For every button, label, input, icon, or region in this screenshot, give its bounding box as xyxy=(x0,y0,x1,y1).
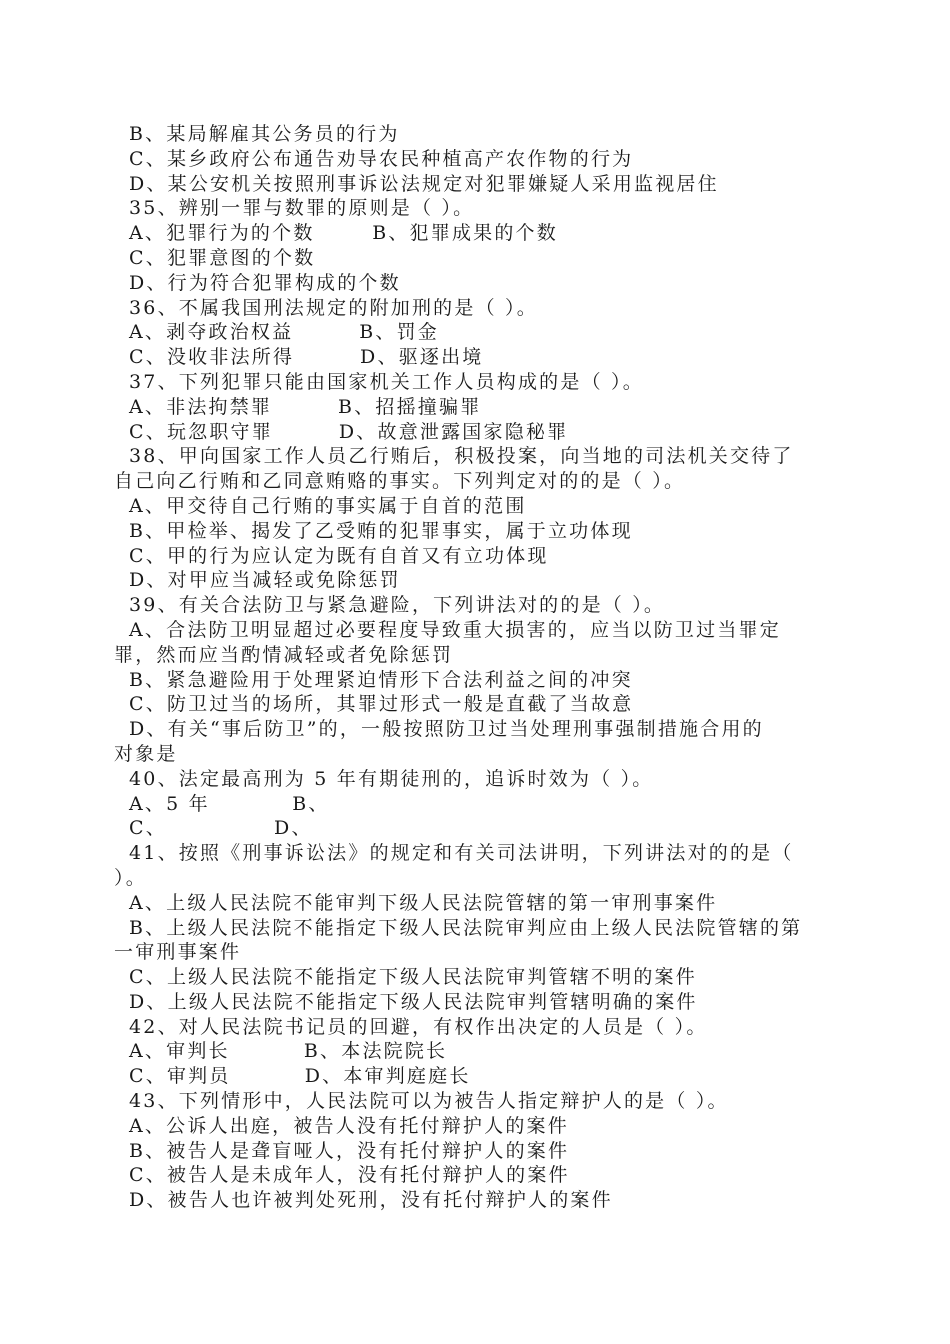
text-line: 36、不属我国刑法规定的附加刑的是（ ）。 xyxy=(129,296,538,319)
text-line: B、上级人民法院不能指定下级人民法院审判应由上级人民法院管辖的第 xyxy=(129,916,803,939)
text-line: D、对甲应当减轻或免除惩罚 xyxy=(129,569,401,592)
text-line: A、甲交待自己行贿的事实属于自首的范围 xyxy=(129,494,527,517)
text-line: 一审刑事案件 xyxy=(114,941,242,964)
text-line: 自己向乙行贿和乙同意贿赂的事实。下列判定对的的是（ ）。 xyxy=(114,470,686,493)
text-line: A、非法拘禁罪 B、招摇撞骗罪 xyxy=(129,395,482,418)
text-line: 40、法定最高刑为 5 年有期徒刑的，追诉时效为（ ）。 xyxy=(129,767,654,790)
text-line: B、被告人是聋盲哑人，没有托付辩护人的案件 xyxy=(129,1139,570,1162)
text-line: A、犯罪行为的个数 B、犯罪成果的个数 xyxy=(129,222,558,245)
text-line: ）。 xyxy=(114,866,147,889)
text-line: C、被告人是未成年人，没有托付辩护人的案件 xyxy=(129,1164,570,1187)
text-line: D、有关“事后防卫”的，一般按照防卫过当处理刑事强制措施合用的 xyxy=(129,718,764,741)
text-line: 35、辨别一罪与数罪的原则是（ ）。 xyxy=(129,197,475,220)
text-line: 对象是 xyxy=(114,742,178,765)
text-line: C、防卫过当的场所，其罪过形式一般是直截了当故意 xyxy=(129,693,634,716)
text-line: C、某乡政府公布通告劝导农民种植高产农作物的行为 xyxy=(129,147,634,170)
text-line: A、5 年 B、 xyxy=(129,792,330,815)
text-line: 37、下列犯罪只能由国家机关工作人员构成的是（ ）。 xyxy=(129,370,644,393)
text-line: C、甲的行为应认定为既有自首又有立功体现 xyxy=(129,544,549,567)
text-line: A、公诉人出庭，被告人没有托付辩护人的案件 xyxy=(129,1114,569,1137)
text-line: B、甲检举、揭发了乙受贿的犯罪事实，属于立功体现 xyxy=(129,519,633,542)
text-line: A、上级人民法院不能审判下级人民法院管辖的第一审刑事案件 xyxy=(129,891,718,914)
text-line: 38、甲向国家工作人员乙行贿后，积极投案，向当地的司法机关交待了 xyxy=(129,445,794,468)
document-page xyxy=(114,122,844,1213)
text-line: D、被告人也许被判处死刑，没有托付辩护人的案件 xyxy=(129,1189,613,1212)
text-line: C、玩忽职守罪 D、故意泄露国家隐秘罪 xyxy=(129,420,569,443)
text-line: A、剥夺政治权益 B、罚金 xyxy=(129,321,440,344)
text-line: A、合法防卫明显超过必要程度导致重大损害的，应当以防卫过当罪定 xyxy=(129,618,781,641)
text-line: C、没收非法所得 D、驱逐出境 xyxy=(129,346,484,369)
text-line: C、上级人民法院不能指定下级人民法院审判管辖不明的案件 xyxy=(129,966,697,989)
text-line: 43、下列情形中，人民法院可以为被告人指定辩护人的是（ ）。 xyxy=(129,1090,729,1113)
text-line: 39、有关合法防卫与紧急避险，下列讲法对的的是（ ）。 xyxy=(129,594,666,617)
text-line: D、某公安机关按照刑事诉讼法规定对犯罪嫌疑人采用监视居住 xyxy=(129,172,719,195)
text-line: C、犯罪意图的个数 xyxy=(129,246,316,269)
text-line: 42、对人民法院书记员的回避，有权作出决定的人员是（ ）。 xyxy=(129,1015,708,1038)
text-line: B、某局解雇其公务员的行为 xyxy=(129,123,400,145)
text-line: C、 D、 xyxy=(129,817,313,840)
text-line: C、审判员 D、本审判庭庭长 xyxy=(129,1065,471,1088)
text-line: 41、按照《刑事诉讼法》的规定和有关司法讲明，下列讲法对的的是（ xyxy=(129,842,794,865)
text-line: B、紧急避险用于处理紧迫情形下合法利益之间的冲突 xyxy=(129,668,633,691)
text-line: D、上级人民法院不能指定下级人民法院审判管辖明确的案件 xyxy=(129,990,698,1013)
text-line: 罪，然而应当酌情减轻或者免除惩罚 xyxy=(114,643,454,666)
text-line: D、行为符合犯罪构成的个数 xyxy=(129,271,401,294)
text-line: A、审判长 B、本法院院长 xyxy=(129,1040,448,1063)
